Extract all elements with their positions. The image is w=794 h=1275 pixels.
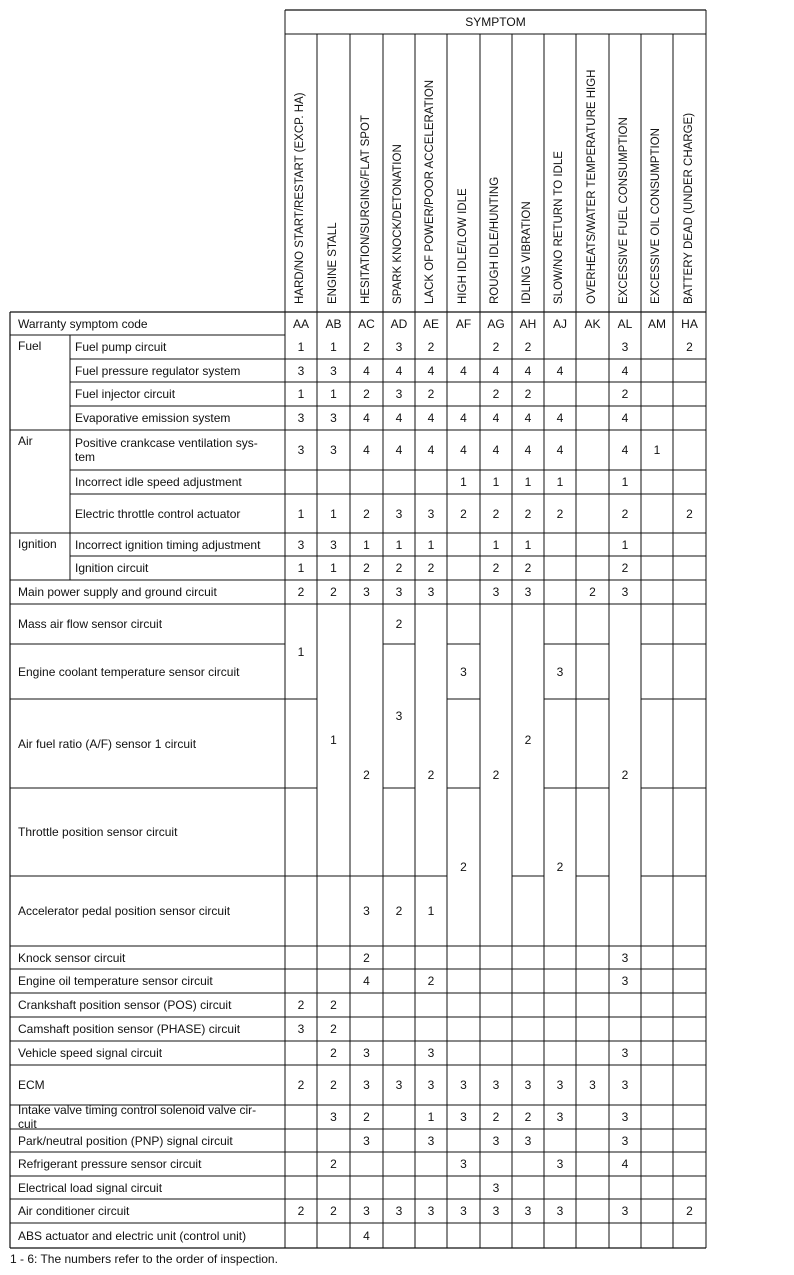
inspection-order-cell: 3 bbox=[621, 1204, 629, 1218]
row-label: Knock sensor circuit bbox=[18, 950, 126, 965]
row-label: Positive crankcase ventilation sys- tem bbox=[75, 436, 258, 464]
row-label: Camshaft position sensor (PHASE) circuit bbox=[18, 1022, 241, 1036]
inspection-order-cell: 3 bbox=[524, 1133, 532, 1148]
inspection-order-cell: 3 bbox=[427, 1204, 435, 1218]
row-label: ABS actuator and electric unit (control unit) bbox=[18, 1228, 247, 1243]
inspection-order-cell: 2 bbox=[330, 1022, 337, 1036]
inspection-order-cell: 3 bbox=[395, 506, 403, 521]
inspection-order-cell: 1 bbox=[330, 340, 337, 354]
inspection-order-cell: 1 bbox=[330, 561, 337, 575]
inspection-order-cell: 2 bbox=[492, 1110, 500, 1124]
inspection-order-cell: 1 bbox=[492, 537, 500, 552]
inspection-order-cell: 3 bbox=[524, 1204, 532, 1218]
inspection-order-cell: 3 bbox=[460, 1204, 467, 1218]
inspection-order-cell: 3 bbox=[460, 1078, 467, 1092]
inspection-order-cell: 3 bbox=[330, 443, 337, 457]
inspection-order-cell: 1 bbox=[524, 537, 532, 552]
inspection-order-cell: 4 bbox=[460, 411, 467, 425]
inspection-order-cell: 2 bbox=[556, 860, 564, 874]
symptom-code-al: AL bbox=[617, 316, 633, 331]
inspection-order-cell: 3 bbox=[524, 585, 532, 599]
inspection-order-cell: 3 bbox=[297, 1022, 305, 1036]
row-label: Engine coolant temperature sensor circuit bbox=[18, 664, 240, 679]
inspection-order-cell: 1 bbox=[297, 644, 305, 659]
inspection-order-cell: 2 bbox=[492, 506, 500, 521]
inspection-order-cell: 2 bbox=[621, 561, 629, 575]
inspection-order-cell: 2 bbox=[492, 340, 500, 354]
inspection-order-cell: 2 bbox=[492, 387, 500, 401]
inspection-order-cell: 2 bbox=[621, 768, 629, 782]
inspection-order-cell: 2 bbox=[395, 904, 403, 918]
symptom-code-ha: HA bbox=[681, 316, 698, 331]
symptom-code-ad: AD bbox=[390, 316, 408, 331]
symptom-code-af: AF bbox=[455, 316, 472, 331]
inspection-order-cell: 2 bbox=[427, 768, 435, 782]
inspection-order-cell: 2 bbox=[330, 585, 337, 599]
symptom-code-ae: AE bbox=[422, 316, 439, 331]
inspection-order-cell: 3 bbox=[621, 585, 629, 599]
row-label: Engine oil temperature sensor circuit bbox=[18, 974, 213, 988]
inspection-order-cell: 2 bbox=[297, 998, 305, 1012]
inspection-order-cell: 4 bbox=[363, 411, 370, 425]
group-label-ignition: Ignition bbox=[18, 537, 57, 551]
inspection-order-cell: 3 bbox=[556, 1110, 564, 1124]
inspection-order-cell: 4 bbox=[395, 411, 403, 425]
inspection-order-cell: 2 bbox=[363, 561, 370, 575]
symptom-name-am: EXCESSIVE OIL CONSUMPTION bbox=[650, 128, 662, 304]
inspection-order-cell: 2 bbox=[363, 340, 370, 354]
inspection-order-cell: 3 bbox=[395, 387, 403, 401]
inspection-order-cell: 3 bbox=[330, 363, 337, 378]
inspection-order-cell: 2 bbox=[330, 1204, 337, 1218]
symptom-code-aj: AJ bbox=[552, 316, 567, 331]
inspection-order-cell: 3 bbox=[556, 1204, 564, 1218]
inspection-order-cell: 2 bbox=[363, 1110, 370, 1124]
inspection-order-cell: 4 bbox=[363, 1228, 370, 1243]
symptom-name-aa: HARD/NO START/RESTART (EXCP. HA) bbox=[294, 92, 306, 304]
symptom-name-ab: ENGINE STALL bbox=[326, 222, 339, 304]
inspection-order-cell: 3 bbox=[621, 1110, 629, 1124]
inspection-order-cell: 3 bbox=[427, 585, 435, 599]
inspection-order-cell: 2 bbox=[460, 506, 467, 521]
inspection-order-cell: 2 bbox=[427, 974, 435, 988]
row-label: Throttle position sensor circuit bbox=[18, 825, 178, 839]
inspection-order-cell: 2 bbox=[524, 561, 532, 575]
inspection-order-cell: 3 bbox=[427, 506, 435, 521]
inspection-order-cell: 2 bbox=[395, 561, 403, 575]
inspection-order-cell: 4 bbox=[556, 363, 564, 378]
inspection-order-cell: 3 bbox=[427, 1078, 435, 1092]
inspection-order-cell: 1 bbox=[297, 340, 305, 354]
symptom-code-ah: AH bbox=[519, 316, 537, 331]
inspection-order-cell: 3 bbox=[363, 904, 370, 918]
inspection-order-cell: 2 bbox=[330, 1157, 337, 1171]
inspection-order-cell: 4 bbox=[621, 363, 629, 378]
inspection-order-cell: 1 bbox=[621, 475, 629, 489]
inspection-order-cell: 2 bbox=[686, 1204, 693, 1218]
inspection-order-cell: 4 bbox=[524, 443, 532, 457]
inspection-order-cell: 3 bbox=[297, 443, 305, 457]
inspection-order-cell: 2 bbox=[297, 1204, 305, 1218]
inspection-order-cell: 1 bbox=[427, 1110, 435, 1124]
inspection-order-cell: 2 bbox=[330, 1078, 337, 1092]
row-label: ECM bbox=[18, 1078, 45, 1092]
inspection-order-cell: 1 bbox=[427, 904, 435, 918]
inspection-order-cell: 2 bbox=[686, 506, 693, 521]
inspection-order-cell: 3 bbox=[621, 1078, 629, 1092]
symptom-code-ab: AB bbox=[325, 316, 342, 331]
inspection-order-cell: 3 bbox=[621, 974, 629, 988]
inspection-order-cell: 3 bbox=[363, 585, 370, 599]
inspection-order-cell: 2 bbox=[524, 1110, 532, 1124]
inspection-order-cell: 1 bbox=[297, 561, 305, 575]
inspection-order-cell: 3 bbox=[556, 664, 564, 679]
inspection-order-cell: 4 bbox=[427, 443, 435, 457]
symptom-name-ha: BATTERY DEAD (UNDER CHARGE) bbox=[682, 112, 695, 304]
row-label: Vehicle speed signal circuit bbox=[18, 1046, 163, 1060]
row-label: Air fuel ratio (A/F) sensor 1 circuit bbox=[18, 736, 197, 751]
inspection-order-cell: 4 bbox=[363, 974, 370, 988]
inspection-order-cell: 3 bbox=[460, 1157, 467, 1171]
inspection-order-cell: 1 bbox=[297, 387, 305, 401]
inspection-order-cell: 1 bbox=[653, 443, 661, 457]
row-label: Mass air flow sensor circuit bbox=[18, 617, 163, 631]
inspection-order-cell: 3 bbox=[297, 411, 305, 425]
inspection-order-cell: 3 bbox=[621, 1046, 629, 1060]
row-label: Accelerator pedal position sensor circuit bbox=[18, 904, 231, 918]
inspection-order-cell: 3 bbox=[363, 1204, 370, 1218]
inspection-order-cell: 2 bbox=[363, 768, 370, 782]
symptom-code-aa: AA bbox=[292, 316, 309, 331]
inspection-order-cell: 3 bbox=[524, 1078, 532, 1092]
row-label: Electrical load signal circuit bbox=[18, 1180, 163, 1195]
inspection-order-cell: 3 bbox=[621, 1133, 629, 1148]
inspection-order-cell: 1 bbox=[363, 537, 370, 552]
inspection-order-cell: 4 bbox=[427, 363, 435, 378]
inspection-order-cell: 2 bbox=[621, 387, 629, 401]
symptom-code-ag: AG bbox=[487, 316, 505, 331]
row-label: Fuel pump circuit bbox=[75, 340, 167, 354]
inspection-order-cell: 1 bbox=[297, 506, 305, 521]
symptom-name-ae: LACK OF POWER/POOR ACCELERATION bbox=[424, 79, 436, 304]
symptom-title: SYMPTOM bbox=[465, 15, 526, 29]
row-label: Air conditioner circuit bbox=[18, 1204, 130, 1218]
inspection-order-cell: 4 bbox=[524, 411, 532, 425]
inspection-order-cell: 2 bbox=[524, 733, 532, 747]
inspection-order-cell: 3 bbox=[395, 1204, 403, 1218]
inspection-order-cell: 1 bbox=[395, 537, 403, 552]
inspection-order-cell: 3 bbox=[621, 340, 629, 354]
inspection-order-cell: 3 bbox=[556, 1157, 564, 1171]
inspection-order-cell: 2 bbox=[686, 340, 693, 354]
inspection-order-cell: 3 bbox=[492, 1133, 500, 1148]
inspection-order-cell: 2 bbox=[460, 860, 467, 874]
inspection-order-cell: 3 bbox=[427, 1133, 435, 1148]
inspection-order-cell: 4 bbox=[363, 363, 370, 378]
inspection-order-cell: 2 bbox=[524, 340, 532, 354]
row-label: Fuel injector circuit bbox=[75, 387, 176, 401]
inspection-order-cell: 4 bbox=[621, 1157, 629, 1171]
inspection-order-cell: 1 bbox=[330, 733, 337, 747]
row-label: Park/neutral position (PNP) signal circuit bbox=[18, 1133, 233, 1148]
inspection-order-cell: 4 bbox=[524, 363, 532, 378]
inspection-order-cell: 1 bbox=[330, 387, 337, 401]
inspection-order-cell: 2 bbox=[297, 1078, 305, 1092]
inspection-order-cell: 3 bbox=[492, 1204, 500, 1218]
row-label: Crankshaft position sensor (POS) circuit bbox=[18, 998, 232, 1012]
inspection-order-cell: 3 bbox=[395, 340, 403, 354]
inspection-order-cell: 1 bbox=[427, 537, 435, 552]
inspection-order-cell: 1 bbox=[330, 506, 337, 521]
inspection-order-cell: 3 bbox=[330, 1110, 337, 1124]
inspection-order-cell: 3 bbox=[330, 537, 337, 552]
symptom-name-ad: SPARK KNOCK/DETONATION bbox=[392, 144, 404, 304]
inspection-order-cell: 4 bbox=[460, 443, 467, 457]
symptom-code-ak: AK bbox=[584, 316, 601, 331]
symptom-name-ah: IDLING VIBRATION bbox=[521, 201, 533, 304]
inspection-order-cell: 3 bbox=[395, 1078, 403, 1092]
inspection-order-cell: 3 bbox=[395, 709, 403, 723]
inspection-order-cell: 4 bbox=[427, 411, 435, 425]
inspection-order-cell: 4 bbox=[556, 411, 564, 425]
symptom-name-ak: OVERHEATS/WATER TEMPERATURE HIGH bbox=[585, 69, 598, 304]
inspection-order-cell: 2 bbox=[621, 506, 629, 521]
inspection-order-cell: 2 bbox=[363, 506, 370, 521]
inspection-order-cell: 4 bbox=[556, 443, 564, 457]
symptom-code-ac: AC bbox=[358, 316, 375, 331]
inspection-order-cell: 1 bbox=[460, 475, 467, 489]
group-label-air: Air bbox=[18, 434, 33, 448]
inspection-order-cell: 4 bbox=[395, 363, 403, 378]
inspection-order-cell: 3 bbox=[492, 1078, 500, 1092]
inspection-order-cell: 3 bbox=[297, 537, 305, 552]
inspection-order-cell: 3 bbox=[363, 1046, 370, 1060]
inspection-order-cell: 4 bbox=[460, 363, 467, 378]
inspection-order-cell: 3 bbox=[621, 950, 629, 965]
inspection-order-cell: 3 bbox=[330, 411, 337, 425]
inspection-order-cell: 2 bbox=[427, 561, 435, 575]
group-label-fuel: Fuel bbox=[18, 339, 42, 353]
row-label: Evaporative emission system bbox=[75, 411, 231, 425]
inspection-order-cell: 4 bbox=[621, 443, 629, 457]
inspection-order-cell: 3 bbox=[589, 1078, 596, 1092]
row-label: Intake valve timing control solenoid valve cir- cuit bbox=[18, 1103, 257, 1131]
inspection-order-cell: 2 bbox=[363, 387, 370, 401]
inspection-order-cell: 3 bbox=[297, 363, 305, 378]
inspection-order-cell: 4 bbox=[621, 411, 629, 425]
inspection-order-cell: 4 bbox=[492, 363, 500, 378]
row-label: Refrigerant pressure sensor circuit bbox=[18, 1157, 202, 1171]
symptom-code-am: AM bbox=[648, 316, 666, 331]
inspection-order-cell: 3 bbox=[556, 1078, 564, 1092]
inspection-order-cell: 1 bbox=[621, 537, 629, 552]
footnote: 1 - 6: The numbers refer to the order of inspection. bbox=[10, 1252, 278, 1266]
inspection-order-cell: 4 bbox=[363, 443, 370, 457]
inspection-order-cell: 1 bbox=[556, 475, 564, 489]
symptom-name-aj: SLOW/NO RETURN TO IDLE bbox=[553, 151, 565, 304]
inspection-order-cell: 2 bbox=[363, 950, 370, 965]
symptom-name-ag: ROUGH IDLE/HUNTING bbox=[489, 176, 501, 304]
inspection-order-cell: 2 bbox=[492, 768, 500, 782]
inspection-order-cell: 1 bbox=[492, 475, 500, 489]
inspection-order-cell: 2 bbox=[330, 1046, 337, 1060]
inspection-order-cell: 3 bbox=[363, 1133, 370, 1148]
inspection-order-cell: 2 bbox=[492, 561, 500, 575]
row-label: Fuel pressure regulator system bbox=[75, 363, 241, 378]
inspection-order-cell: 3 bbox=[427, 1046, 435, 1060]
inspection-order-cell: 2 bbox=[524, 387, 532, 401]
warranty-symptom-code-label: Warranty symptom code bbox=[18, 316, 148, 331]
inspection-order-cell: 4 bbox=[492, 443, 500, 457]
row-label: Main power supply and ground circuit bbox=[18, 585, 217, 599]
inspection-order-cell: 1 bbox=[524, 475, 532, 489]
row-label: Incorrect ignition timing adjustment bbox=[75, 537, 261, 552]
inspection-order-cell: 2 bbox=[524, 506, 532, 521]
inspection-order-cell: 2 bbox=[297, 585, 305, 599]
inspection-order-cell: 3 bbox=[492, 585, 500, 599]
row-label: Incorrect idle speed adjustment bbox=[75, 475, 242, 489]
symptom-name-ac: HESITATION/SURGING/FLAT SPOT bbox=[359, 115, 372, 304]
inspection-order-cell: 2 bbox=[589, 585, 596, 599]
inspection-order-cell: 2 bbox=[427, 340, 435, 354]
symptom-name-al: EXCESSIVE FUEL CONSUMPTION bbox=[618, 117, 630, 304]
inspection-order-cell: 2 bbox=[395, 617, 403, 631]
inspection-order-cell: 3 bbox=[395, 585, 403, 599]
inspection-order-cell: 3 bbox=[460, 664, 467, 679]
symptom-name-af: HIGH IDLE/LOW IDLE bbox=[456, 188, 469, 304]
inspection-order-cell: 4 bbox=[492, 411, 500, 425]
inspection-order-cell: 3 bbox=[460, 1110, 467, 1124]
inspection-order-cell: 3 bbox=[492, 1180, 500, 1195]
inspection-order-cell: 2 bbox=[330, 998, 337, 1012]
row-label: Electric throttle control actuator bbox=[75, 506, 241, 521]
inspection-order-cell: 3 bbox=[363, 1078, 370, 1092]
row-label: Ignition circuit bbox=[75, 561, 149, 575]
inspection-order-cell: 2 bbox=[427, 387, 435, 401]
inspection-order-cell: 4 bbox=[395, 443, 403, 457]
inspection-order-cell: 2 bbox=[556, 506, 564, 521]
